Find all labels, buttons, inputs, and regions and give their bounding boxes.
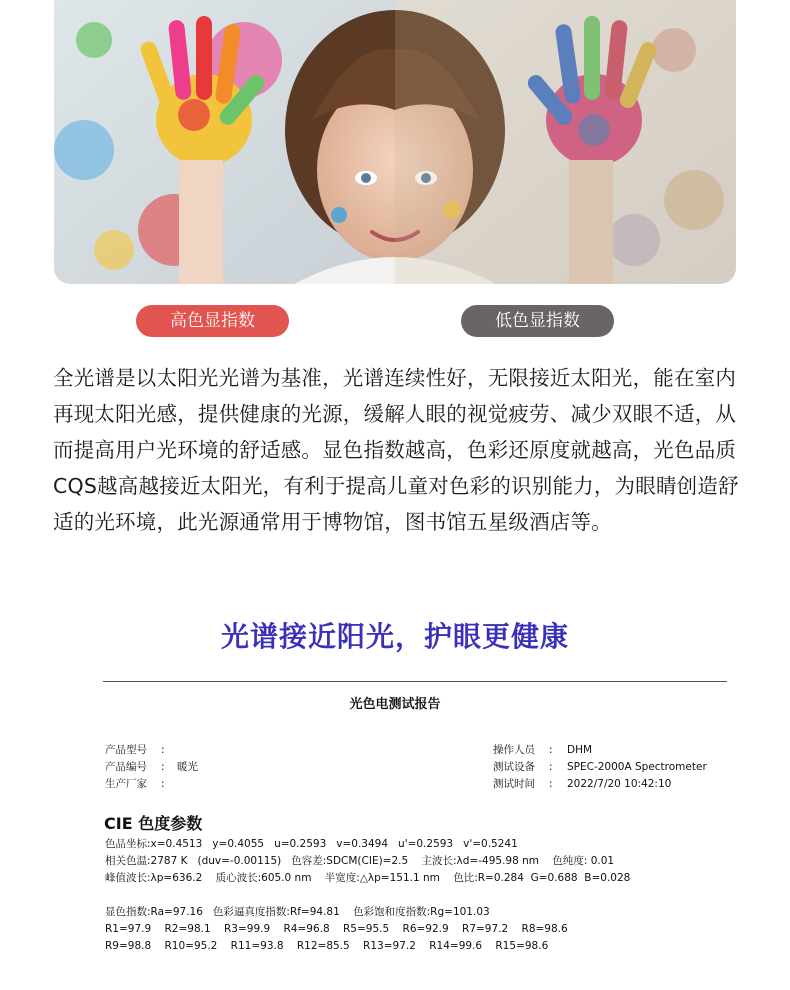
meta-row — [493, 742, 707, 759]
child-painted-hands-image — [54, 0, 736, 284]
meta-row — [493, 776, 707, 793]
meta-colon: : — [161, 778, 165, 790]
meta-colon: : — [549, 778, 553, 790]
meta-colon: : — [161, 761, 165, 773]
meta-key: 测试时间 — [493, 778, 535, 790]
meta-colon: : — [549, 761, 553, 773]
meta-value: 暖光 — [177, 761, 198, 773]
low-cri-label: 低色显指数 — [461, 305, 614, 337]
param-line-spacer — [105, 887, 630, 904]
meta-key: 产品编号 — [105, 761, 147, 773]
report-title: 光色电测试报告 — [349, 697, 441, 712]
meta-row — [105, 742, 198, 759]
meta-row — [105, 776, 198, 793]
high-cri-label: 高色显指数 — [136, 305, 289, 337]
meta-key: 操作人员 — [493, 744, 535, 756]
param-line: R9=98.8 R10=95.2 R11=93.8 R12=85.5 R13=97.2 R14=99.6 R15=98.6 — [105, 940, 549, 952]
meta-row — [493, 759, 707, 776]
meta-key: 生产厂家 — [105, 778, 147, 790]
meta-value: 2022/7/20 10:42:10 — [567, 778, 672, 790]
meta-value: DHM — [567, 744, 593, 756]
cie-section-title: CIE 色度参数 — [104, 814, 203, 833]
param-line: 色品坐标:x=0.4513 y=0.4055 u=0.2593 v=0.3494 u'=0.2593 v'=0.5241 — [105, 838, 518, 850]
product-info — [105, 742, 198, 793]
param-line: 相关色温:2787 K (duv=-0.00115) 色容差:SDCM(CIE)=2.5 主波长:λd=-495.98 nm 色纯度: 0.01 — [105, 855, 615, 867]
param-line: R1=97.9 R2=98.1 R3=99.9 R4=96.8 R5=95.5 R6=92.9 R7=97.2 R8=98.6 — [105, 923, 568, 935]
param-line: 显色指数:Ra=97.16 色彩逼真度指数:Rf=94.81 色彩饱和度指数:Rg=101.03 — [105, 906, 490, 918]
meta-row — [105, 759, 198, 776]
meta-colon: : — [161, 744, 165, 756]
description-paragraph: 全光谱是以太阳光光谱为基准，光谱连续性好，无限接近太阳光，能在室内再现太阳光感，提供健康的光源，缓解人眼的视觉疲劳、减少双眼不适，从而提高用户光环境的舒适感。显色指数越高，色彩还原度就越高，光色品质CQS越高越接近太阳光，有利于提高儿童对色彩的识别能力，为眼睛创造舒适的光环境，此光源通常用于博物馆，图书馆五星级酒店等。 — [53, 366, 739, 534]
cie-parameters — [105, 836, 630, 955]
headline: 光谱接近阳光，护眼更健康 — [220, 620, 569, 653]
meta-key: 测试设备 — [493, 761, 535, 773]
meta-key: 产品型号 — [105, 744, 147, 756]
meta-colon: : — [549, 744, 553, 756]
test-info — [493, 742, 707, 793]
param-line: 峰值波长:λp=636.2 质心波长:605.0 nm 半宽度:△λp=151.1 nm 色比:R=0.284 G=0.688 B=0.028 — [105, 872, 631, 884]
divider — [103, 681, 727, 682]
meta-value: SPEC-2000A Spectrometer — [567, 761, 707, 773]
comparison-photo — [54, 0, 736, 284]
